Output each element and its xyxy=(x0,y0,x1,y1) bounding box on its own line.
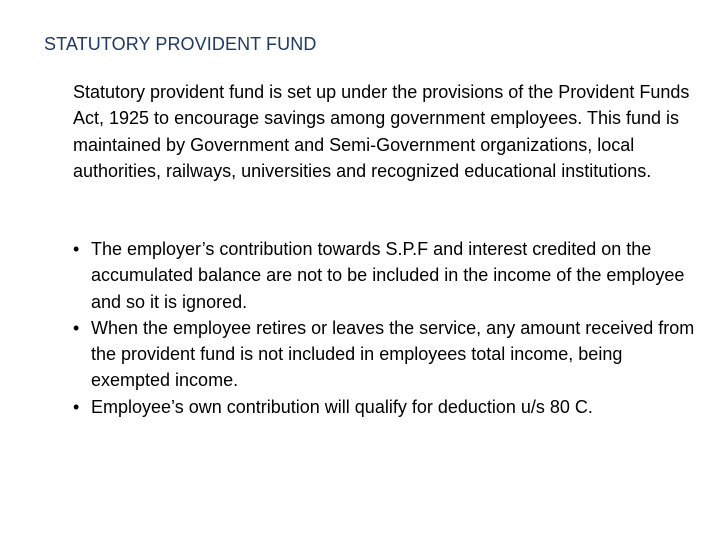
bullet-item xyxy=(73,394,703,420)
bullet-text: Employee’s own contribution will qualify for deduction u/s 80 C. xyxy=(91,396,593,417)
bullet-text: The employer’s contribution towards S.P.F and interest credited on the accumulated balance are not to be included in the income of the employee and so it is ignored. xyxy=(91,239,685,312)
bullet-text: When the employee retires or leaves the service, any amount received from the provident fund is not included in employees total income, being exempted income. xyxy=(91,317,695,391)
bullet-list xyxy=(73,236,703,420)
bullet-dot-icon: • xyxy=(73,239,80,259)
bullet-dot-icon: • xyxy=(73,317,80,338)
bullet-dot-icon: • xyxy=(73,396,80,417)
intro-paragraph: Statutory provident fund is set up under the provisions of the Provident Funds Act, 1925 to encourage savings among government employees. This fund is maintained by Government and Semi-Government organizations, local authorities, railways, universities and recognized educational institutions. xyxy=(73,82,690,181)
bullet-item xyxy=(73,315,703,394)
slide-title: STATUTORY PROVIDENT FUND xyxy=(44,34,317,54)
bullet-item xyxy=(73,236,703,315)
